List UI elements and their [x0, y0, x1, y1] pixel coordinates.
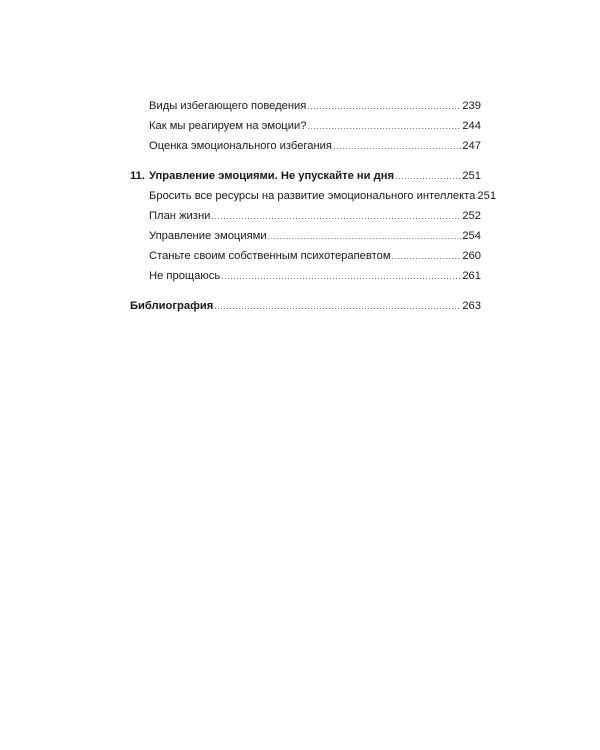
toc-entry-title: Оценка эмоционального избегания [149, 140, 332, 152]
leader-dots [268, 226, 462, 246]
toc-entry[interactable] [130, 226, 481, 246]
leader-dots [307, 116, 461, 136]
table-of-contents [130, 96, 497, 316]
toc-entry-title: Станьте своим собственным психотерапевтом [149, 250, 391, 262]
leader-dots [211, 206, 461, 226]
toc-entry[interactable] [130, 206, 481, 226]
toc-entry[interactable] [130, 186, 497, 206]
chapter-title: Управление эмоциями. Не упускайте ни дня [149, 170, 395, 182]
toc-entry-title: Как мы реагируем на эмоции? [149, 120, 307, 132]
chapter-number: 11. [130, 170, 145, 182]
toc-entry-page: 251 [477, 190, 497, 202]
leader-dots [392, 246, 462, 266]
toc-entry[interactable] [130, 136, 481, 156]
toc-bibliography-entry[interactable] [130, 296, 481, 316]
toc-entry-page: 244 [462, 120, 481, 132]
toc-entry[interactable] [130, 116, 481, 136]
bibliography-page: 263 [462, 300, 481, 312]
toc-entry-title: План жизни [149, 210, 211, 222]
leader-dots [307, 96, 461, 116]
toc-chapter-entry[interactable] [130, 166, 481, 186]
leader-dots [333, 136, 461, 156]
toc-entry-title: Управление эмоциями [149, 230, 267, 242]
spacer [130, 156, 481, 166]
toc-entry-page: 247 [462, 140, 481, 152]
leader-dots [214, 296, 461, 316]
spacer [130, 286, 481, 296]
toc-entry-title: Бросить все ресурсы на развитие эмоционального интеллекта [149, 190, 476, 202]
leader-dots [221, 266, 461, 286]
toc-entry-page: 239 [462, 100, 481, 112]
toc-entry-page: 260 [462, 250, 481, 262]
bibliography-title: Библиография [130, 300, 214, 312]
toc-entry-page: 252 [462, 210, 481, 222]
toc-entry[interactable] [130, 266, 481, 286]
chapter-page: 251 [462, 170, 481, 182]
toc-entry[interactable] [130, 96, 481, 116]
toc-entry-title: Виды избегающего поведения [149, 100, 307, 112]
toc-entry[interactable] [130, 246, 481, 266]
toc-entry-title: Не прощаюсь [149, 270, 221, 282]
leader-dots [395, 166, 461, 186]
toc-entry-page: 254 [462, 230, 481, 242]
toc-entry-page: 261 [462, 270, 481, 282]
